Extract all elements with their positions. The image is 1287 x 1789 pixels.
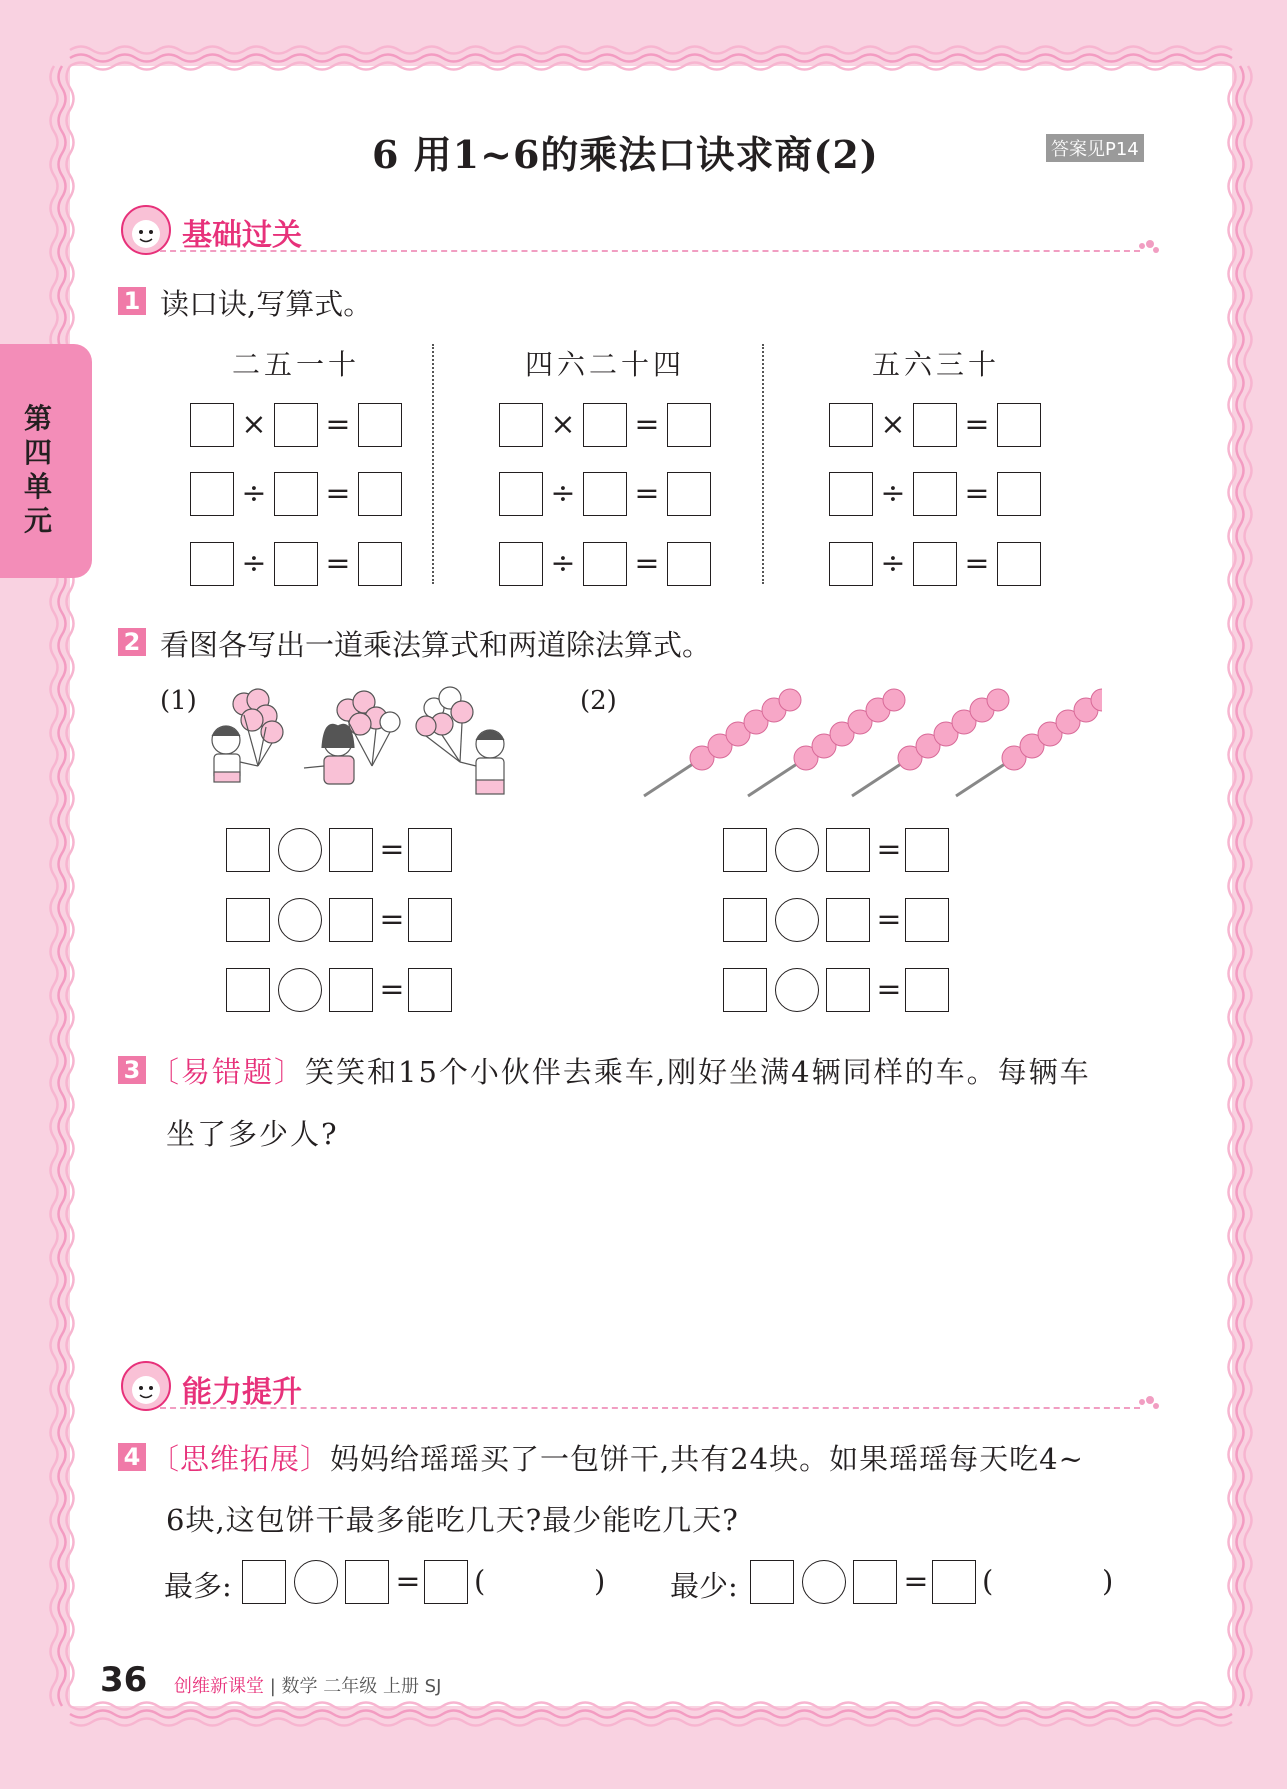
- answer-box[interactable]: [913, 542, 957, 586]
- wavy-border: [59, 66, 66, 1706]
- equals-sign: =: [325, 476, 351, 511]
- equals-sign: =: [964, 476, 990, 511]
- equals-sign: =: [379, 832, 405, 867]
- column-divider: [432, 344, 434, 584]
- operator-circle[interactable]: [775, 968, 819, 1012]
- question-3-line-1: [150, 1050, 1091, 1091]
- equals-sign: =: [876, 972, 902, 1007]
- wavy-border: [1237, 66, 1244, 1706]
- answer-box[interactable]: [329, 968, 373, 1012]
- answer-box[interactable]: [358, 542, 402, 586]
- answer-box[interactable]: [913, 403, 957, 447]
- page-number: 36: [100, 1660, 148, 1700]
- answer-box[interactable]: [226, 968, 270, 1012]
- divide-sign: ÷: [550, 546, 576, 581]
- equals-sign: =: [379, 902, 405, 937]
- girl-mascot-icon: [118, 204, 174, 256]
- answer-box[interactable]: [826, 898, 870, 942]
- answer-box[interactable]: [667, 403, 711, 447]
- answer-box[interactable]: [997, 542, 1041, 586]
- rhyme-3: 五六三十: [872, 348, 1001, 381]
- equals-sign: =: [876, 902, 902, 937]
- question-number-2: 2: [118, 628, 146, 656]
- times-sign: ×: [241, 407, 267, 442]
- column-divider: [762, 344, 764, 584]
- equals-sign: =: [903, 1564, 929, 1599]
- answer-box[interactable]: [853, 1560, 897, 1604]
- question-4-line-1: [150, 1437, 1084, 1478]
- section-divider: [160, 250, 1140, 252]
- divide-sign: ÷: [880, 476, 906, 511]
- answer-box[interactable]: [358, 472, 402, 516]
- answer-box[interactable]: [913, 472, 957, 516]
- rhyme-1: 二五一十: [232, 348, 361, 381]
- wavy-border: [70, 55, 1232, 62]
- equals-sign: =: [379, 972, 405, 1007]
- question-4-line-2: 6块,这包饼干最多能吃几天?最少能吃几天?: [166, 1503, 739, 1537]
- divide-sign: ÷: [880, 546, 906, 581]
- answer-box[interactable]: [750, 1560, 794, 1604]
- equals-sign: =: [964, 546, 990, 581]
- answer-box[interactable]: [345, 1560, 389, 1604]
- answer-box[interactable]: [499, 472, 543, 516]
- answer-box[interactable]: [242, 1560, 286, 1604]
- equals-sign: =: [876, 832, 902, 867]
- answer-box[interactable]: [829, 403, 873, 447]
- answer-box[interactable]: [829, 542, 873, 586]
- divide-sign: ÷: [550, 476, 576, 511]
- wavy-border: [70, 1719, 1232, 1726]
- answer-box[interactable]: [826, 828, 870, 872]
- part-label-2: (2): [580, 686, 617, 716]
- answer-box[interactable]: [274, 472, 318, 516]
- operator-circle[interactable]: [775, 898, 819, 942]
- footer-info: 创维新课堂 | 数学 二年级 上册 SJ: [174, 1676, 442, 1697]
- question-3-line-2: 坐了多少人?: [166, 1117, 339, 1151]
- question-number-3: 3: [118, 1056, 146, 1084]
- question-2-text: 看图各写出一道乘法算式和两道除法算式。: [160, 628, 712, 662]
- answer-box[interactable]: [932, 1560, 976, 1604]
- question-number-4: 4: [118, 1443, 146, 1471]
- answer-box[interactable]: [723, 898, 767, 942]
- answer-box[interactable]: [829, 472, 873, 516]
- answer-reference: 答案见P14: [1046, 134, 1144, 162]
- section-title-basic: 基础过关: [182, 218, 302, 253]
- answer-box[interactable]: [358, 403, 402, 447]
- question-tag: 〔思维拓展〕: [150, 1442, 331, 1476]
- operator-circle[interactable]: [278, 968, 322, 1012]
- answer-box[interactable]: [583, 472, 627, 516]
- answer-box[interactable]: [190, 472, 234, 516]
- book-info: 数学 二年级 上册 SJ: [281, 1676, 442, 1697]
- question-1-text: 读口诀,写算式。: [160, 287, 373, 321]
- wavy-border: [70, 1711, 1232, 1718]
- answer-box[interactable]: [226, 898, 270, 942]
- answer-box[interactable]: [408, 968, 452, 1012]
- equals-sign: =: [634, 476, 660, 511]
- answer-box[interactable]: [329, 898, 373, 942]
- brand-name: 创维新课堂: [174, 1676, 264, 1697]
- answer-box[interactable]: [667, 542, 711, 586]
- answer-box[interactable]: [424, 1560, 468, 1604]
- unit-paren-open: (: [982, 1564, 994, 1598]
- answer-box[interactable]: [408, 898, 452, 942]
- answer-box[interactable]: [723, 968, 767, 1012]
- answer-box[interactable]: [408, 828, 452, 872]
- answer-box[interactable]: [583, 403, 627, 447]
- answer-box[interactable]: [499, 403, 543, 447]
- answer-box[interactable]: [226, 828, 270, 872]
- answer-box[interactable]: [274, 542, 318, 586]
- answer-box[interactable]: [190, 542, 234, 586]
- question-number-1: 1: [118, 287, 146, 315]
- times-sign: ×: [880, 407, 906, 442]
- equals-sign: =: [395, 1564, 421, 1599]
- question-tag: 〔易错题〕: [150, 1055, 306, 1089]
- question-4-text: 妈妈给瑶瑶买了一包饼干,共有24块。如果瑶瑶每天吃4~: [330, 1442, 1084, 1476]
- unit-paren-open: (: [474, 1564, 486, 1598]
- page-title: 6 用1~6的乘法口诀求商(2): [372, 132, 879, 177]
- candied-haws-illustration: [642, 686, 1102, 802]
- answer-box[interactable]: [905, 898, 949, 942]
- times-sign: ×: [550, 407, 576, 442]
- equals-sign: =: [634, 546, 660, 581]
- wavy-border: [1245, 66, 1252, 1706]
- wavy-border: [70, 47, 1232, 54]
- equals-sign: =: [325, 546, 351, 581]
- answer-box[interactable]: [997, 472, 1041, 516]
- unit-tab-label: 第四单元: [23, 402, 52, 537]
- girl-mascot-icon: [118, 1360, 174, 1412]
- answer-box[interactable]: [667, 472, 711, 516]
- answer-box[interactable]: [329, 828, 373, 872]
- answer-box[interactable]: [190, 403, 234, 447]
- rhyme-2: 四六二十四: [525, 348, 686, 381]
- answer-box[interactable]: [826, 968, 870, 1012]
- divide-sign: ÷: [241, 546, 267, 581]
- section-divider: [160, 1407, 1140, 1409]
- answer-box[interactable]: [583, 542, 627, 586]
- answer-box[interactable]: [905, 968, 949, 1012]
- dots-decoration-icon: [1136, 236, 1162, 256]
- unit-tab: [0, 344, 92, 578]
- wavy-border: [51, 66, 58, 1706]
- answer-box[interactable]: [905, 828, 949, 872]
- question-3-text: 笑笑和15个小伙伴去乘车,刚好坐满4辆同样的车。每辆车: [305, 1055, 1091, 1089]
- operator-circle[interactable]: [278, 898, 322, 942]
- children-balloons-illustration: [200, 682, 520, 804]
- answer-box[interactable]: [499, 542, 543, 586]
- operator-circle[interactable]: [775, 828, 819, 872]
- dots-decoration-icon: [1136, 1392, 1162, 1412]
- operator-circle[interactable]: [802, 1560, 846, 1604]
- operator-circle[interactable]: [278, 828, 322, 872]
- part-label-1: (1): [160, 686, 197, 716]
- divide-sign: ÷: [241, 476, 267, 511]
- operator-circle[interactable]: [294, 1560, 338, 1604]
- answer-box[interactable]: [274, 403, 318, 447]
- unit-paren-close: ): [594, 1564, 606, 1598]
- unit-paren-close: ): [1102, 1564, 1114, 1598]
- least-label: 最少:: [670, 1569, 738, 1603]
- section-title-advanced: 能力提升: [182, 1375, 302, 1410]
- equals-sign: =: [964, 407, 990, 442]
- answer-box[interactable]: [723, 828, 767, 872]
- answer-box[interactable]: [997, 403, 1041, 447]
- equals-sign: =: [325, 407, 351, 442]
- equals-sign: =: [634, 407, 660, 442]
- most-label: 最多:: [164, 1569, 232, 1603]
